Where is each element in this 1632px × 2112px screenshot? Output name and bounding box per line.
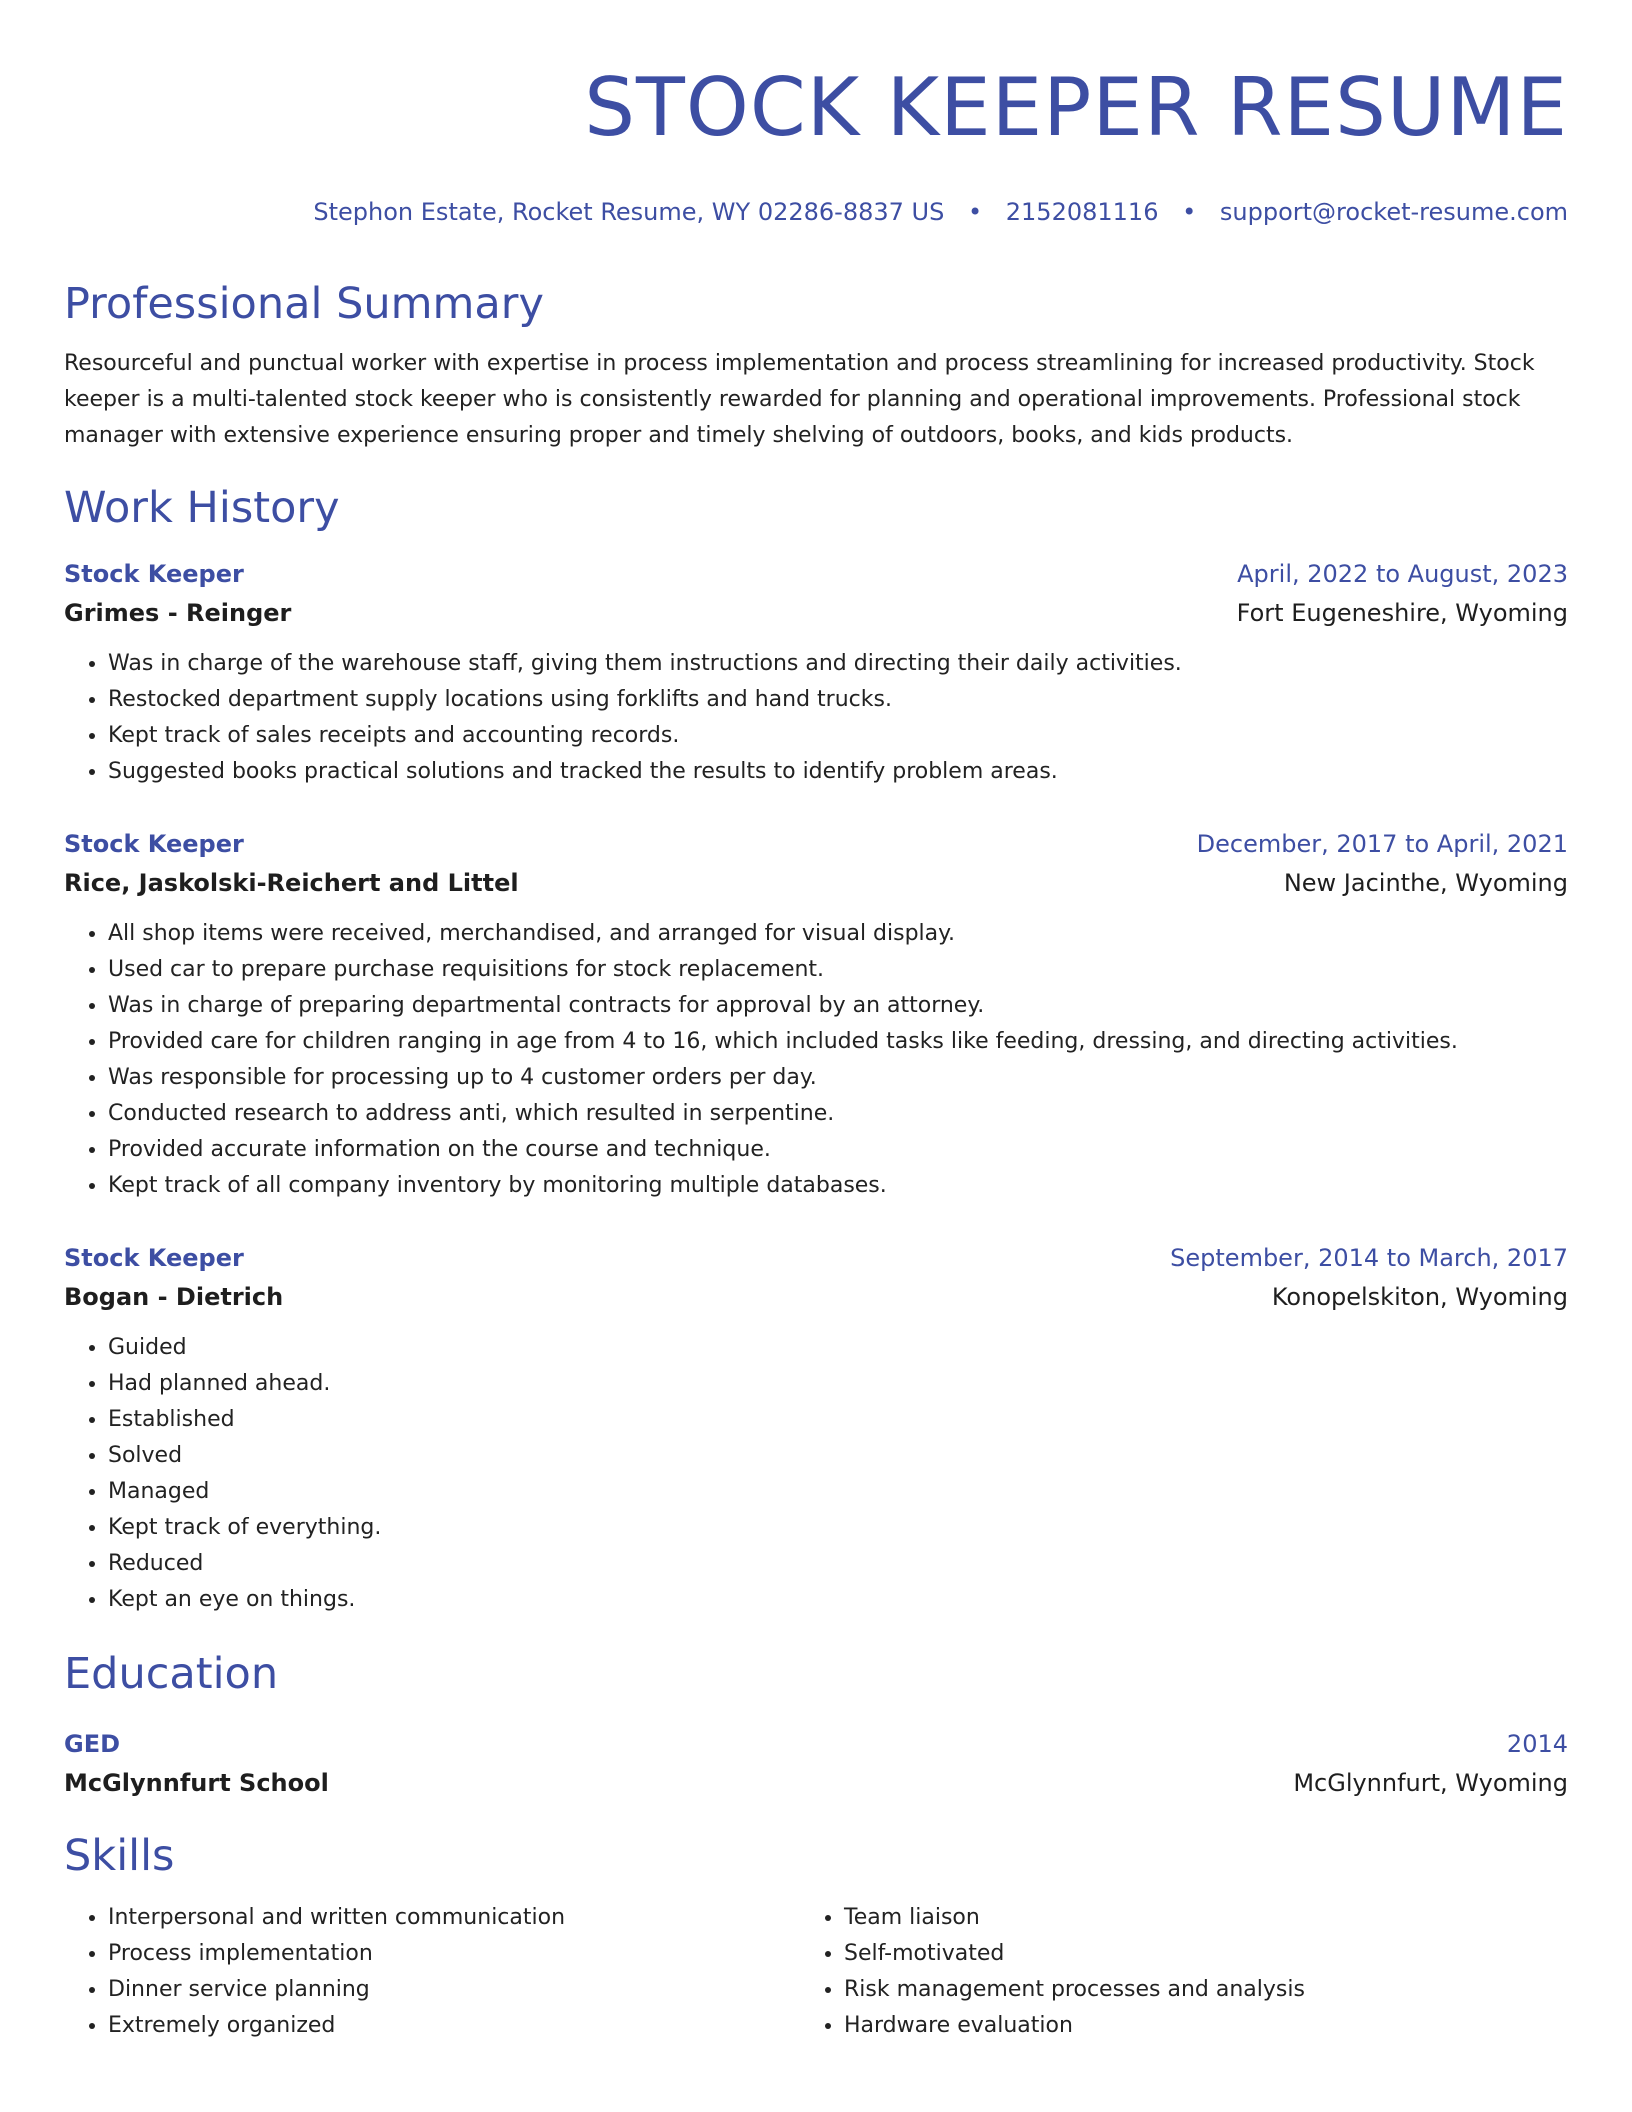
job-employer: Grimes - Reinger <box>64 599 292 627</box>
job-bullet: • Provided care for children ranging in age from 4 to 16, which included tasks like feeding, dressing, and directing activities. <box>108 1024 1568 1060</box>
education-entry <box>64 1724 1568 1802</box>
skill-item: • Dinner service planning <box>108 1972 800 2008</box>
skills-list <box>800 1900 1536 2044</box>
contact-separator: • <box>967 198 983 226</box>
job-title: Stock Keeper <box>64 560 244 588</box>
job-bullet: • Kept track of sales receipts and accounting records. <box>108 718 1568 754</box>
skill-item: • Process implementation <box>108 1936 800 1972</box>
job-employer: Bogan - Dietrich <box>64 1283 284 1311</box>
job-location: Fort Eugeneshire, Wyoming <box>1236 599 1568 627</box>
skill-item: • Risk management processes and analysis <box>844 1972 1536 2008</box>
job-entry <box>64 824 1568 1204</box>
job-bullet: • Conducted research to address anti, which resulted in serpentine. <box>108 1096 1568 1132</box>
job-bullet: • Reduced <box>108 1546 1568 1582</box>
education-school: McGlynnfurt School <box>64 1769 329 1797</box>
job-employer: Rice, Jaskolski-Reichert and Littel <box>64 869 519 897</box>
education-heading: Education <box>64 1649 279 1699</box>
job-bullet: • Provided accurate information on the course and technique. <box>108 1132 1568 1168</box>
job-bullets <box>64 916 1568 1204</box>
education-degree: GED <box>64 1730 121 1758</box>
job-header-row <box>64 1238 1568 1278</box>
job-employer-row <box>64 594 1568 632</box>
job-header-row <box>64 554 1568 594</box>
job-header-row <box>64 824 1568 864</box>
job-dates: April, 2022 to August, 2023 <box>1237 560 1568 588</box>
education-year: 2014 <box>1506 1730 1568 1758</box>
contact-line <box>64 194 1568 230</box>
job-bullet: • Suggested books practical solutions and tracked the results to identify problem areas. <box>108 754 1568 790</box>
job-bullet: • Managed <box>108 1474 1568 1510</box>
contact-address: Stephon Estate, Rocket Resume, WY 02286-8837 US <box>313 198 945 226</box>
job-employer-row <box>64 1278 1568 1316</box>
skill-item: • Extremely organized <box>108 2008 800 2044</box>
resume-title: STOCK KEEPER RESUME <box>584 61 1568 154</box>
skill-item: • Interpersonal and written communication <box>108 1900 800 1936</box>
contact-separator: • <box>1182 198 1197 226</box>
job-bullet: • Kept track of everything. <box>108 1510 1568 1546</box>
education-header-row <box>64 1724 1568 1764</box>
job-dates: September, 2014 to March, 2017 <box>1170 1244 1568 1272</box>
job-dates: December, 2017 to April, 2021 <box>1196 830 1568 858</box>
skill-item: • Hardware evaluation <box>844 2008 1536 2044</box>
job-entry <box>64 1238 1568 1618</box>
summary-heading: Professional Summary <box>64 279 544 329</box>
job-title: Stock Keeper <box>64 1244 244 1272</box>
job-location: New Jacinthe, Wyoming <box>1283 869 1568 897</box>
job-employer-row <box>64 864 1568 902</box>
contact-phone: 2152081116 <box>1005 198 1159 226</box>
job-bullet: • Guided <box>108 1330 1568 1366</box>
job-location: Konopelskiton, Wyoming <box>1271 1283 1568 1311</box>
job-bullets <box>64 1330 1568 1618</box>
job-entry <box>64 554 1568 790</box>
job-bullet: • All shop items were received, merchandised, and arranged for visual display. <box>108 916 1568 952</box>
job-bullet: • Was responsible for processing up to 4 customer orders per day. <box>108 1060 1568 1096</box>
work-history-heading: Work History <box>64 483 340 533</box>
contact-email: support@rocket-resume.com <box>1219 198 1568 226</box>
skills-heading: Skills <box>64 1831 175 1881</box>
job-bullet: • Kept track of all company inventory by monitoring multiple databases. <box>108 1168 1568 1204</box>
skill-item: • Team liaison <box>844 1900 1536 1936</box>
job-bullet: • Had planned ahead. <box>108 1366 1568 1402</box>
skills-grid <box>64 1900 1568 2044</box>
skill-item: • Self-motivated <box>844 1936 1536 1972</box>
skills-column-left <box>64 1900 800 2044</box>
job-bullet: • Was in charge of preparing departmental contracts for approval by an attorney. <box>108 988 1568 1024</box>
job-bullet: • Restocked department supply locations using forklifts and hand trucks. <box>108 682 1568 718</box>
job-bullet: • Established <box>108 1402 1568 1438</box>
summary-text: Resourceful and punctual worker with expertise in process implementation and process streamlining for increased productivity. Stock keeper is a multi-talented stock keeper who is consistently rewarded for planning and operational improvements. Professional stock manager with extensive experience ensuring proper and timely shelving of outdoors, books, and kids products. <box>64 351 1535 448</box>
skills-column-right <box>800 1900 1536 2044</box>
job-title: Stock Keeper <box>64 830 244 858</box>
job-bullet: • Was in charge of the warehouse staff, giving them instructions and directing their daily activities. <box>108 646 1568 682</box>
job-bullet: • Solved <box>108 1438 1568 1474</box>
skills-list <box>64 1900 800 2044</box>
education-location: McGlynnfurt, Wyoming <box>1293 1769 1568 1797</box>
job-bullets <box>64 646 1568 790</box>
job-bullet: • Kept an eye on things. <box>108 1582 1568 1618</box>
job-bullet: • Used car to prepare purchase requisitions for stock replacement. <box>108 952 1568 988</box>
education-school-row <box>64 1764 1568 1802</box>
